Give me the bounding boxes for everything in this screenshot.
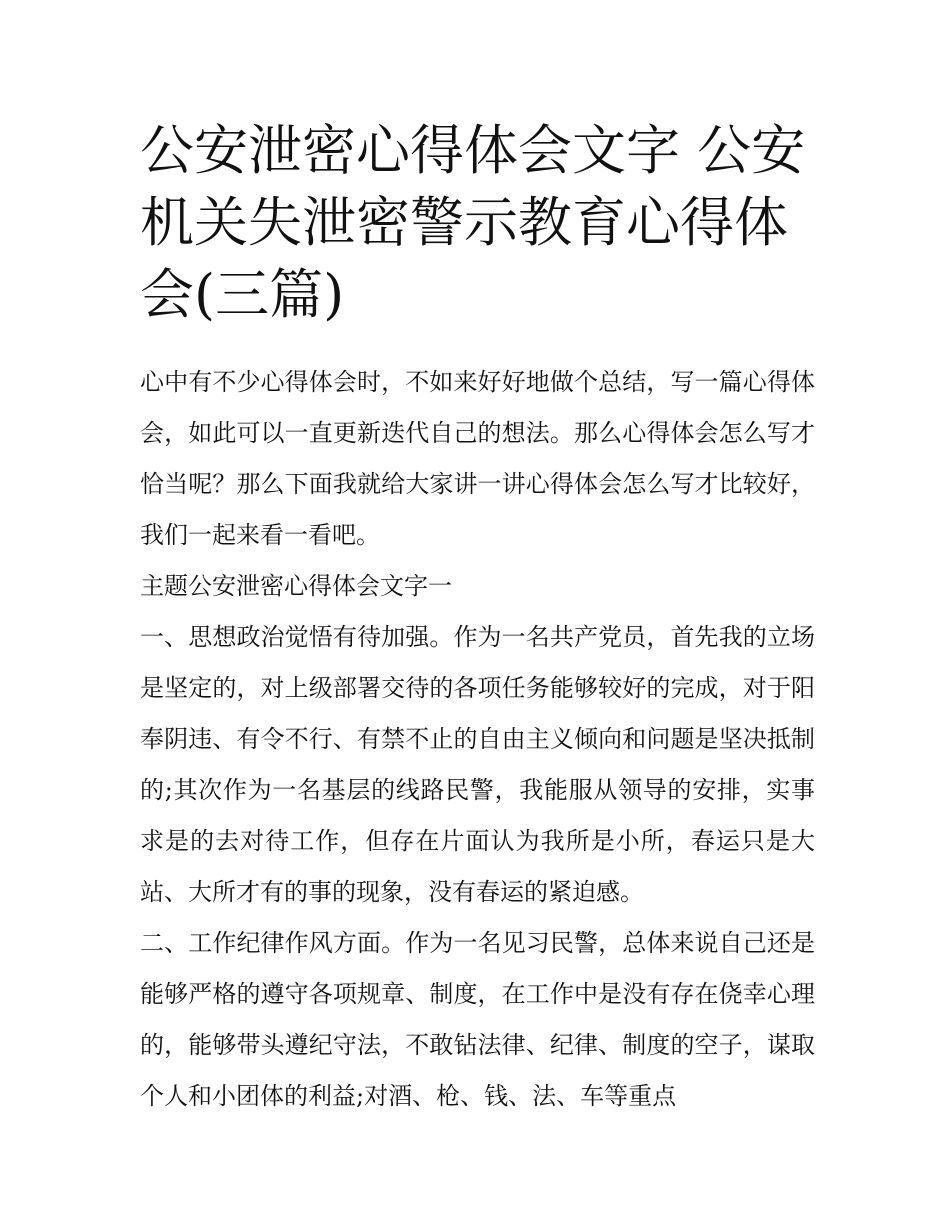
paragraph-point-one: 一、思想政治觉悟有待加强。作为一名共产党员，首先我的立场是坚定的，对上级部署交待的各项任务能够较好的完成，对于阳奉阴违、有令不行、有禁不止的自由主义倾向和问题是坚决抵制的;其次作为一名基层的线路民警，我能服从领导的安排，实事求是的去对待工作，但存在片面认为我所是小所，春运只是大站、大所才有的事的现象，没有春运的紧迫感。 (140, 623, 815, 906)
paragraph-point-two: 二、工作纪律作风方面。作为一名见习民警，总体来说自己还是能够严格的遵守各项规章、制度，在工作中是没有存在侥幸心理的，能够带头遵纪守法，不敢钻法律、纪律、制度的空子，谋取个人和小团体的利益;对酒、枪、钱、法、车等重点 (140, 929, 815, 1110)
document-body (140, 357, 815, 1122)
paragraph-section-heading: 主题公安泄密心得体会文字一 (140, 572, 452, 600)
document-title: 公安泄密心得体会文字 公安机关失泄密警示教育心得体会(三篇) (140, 119, 806, 326)
paragraph-intro: 心中有不少心得体会时，不如来好好地做个总结，写一篇心得体会，如此可以一直更新迭代自己的想法。那么心得体会怎么写才恰当呢？那么下面我就给大家讲一讲心得体会怎么写才比较好，我们一起来看一看吧。 (140, 368, 815, 549)
